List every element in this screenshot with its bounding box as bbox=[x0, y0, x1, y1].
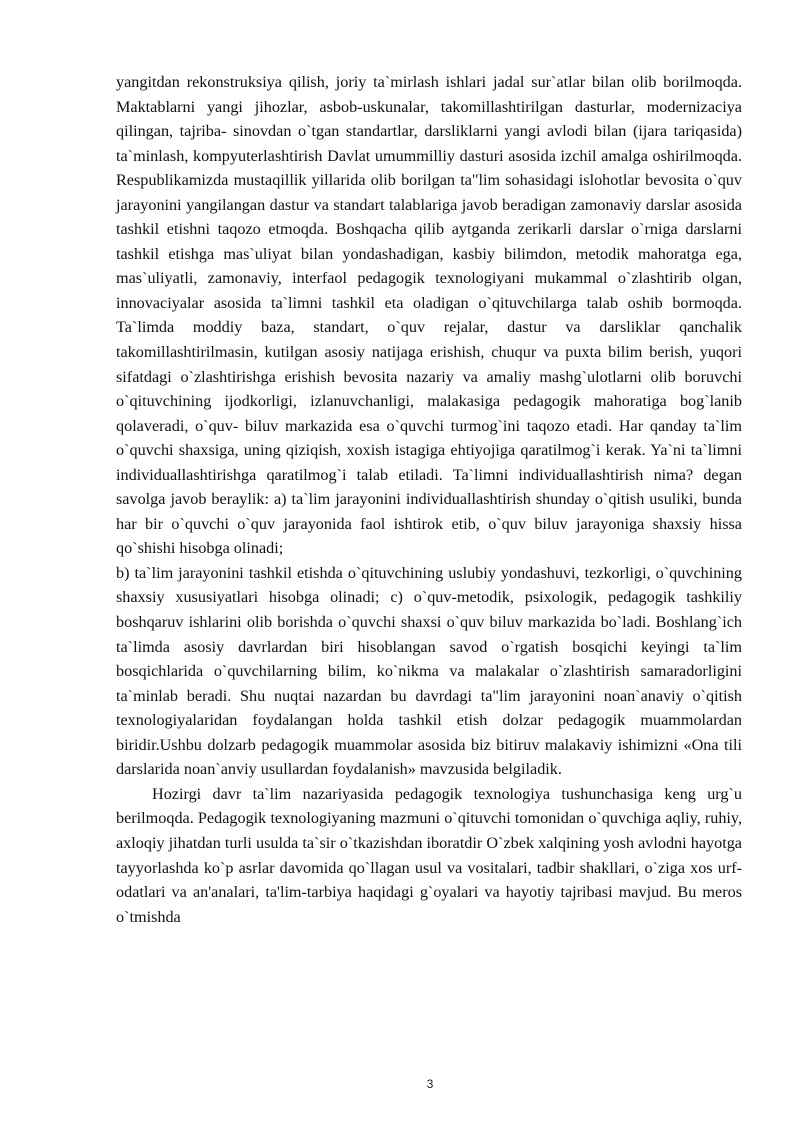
page-number: 3 bbox=[426, 1077, 434, 1091]
paragraph-1: yangitdan rekonstruksiya qilish, joriy ta`mirlash ishlari jadal sur`atlar bilan olib borilmoqda. Maktablarni yangi jihozlar, asbob-uskunalar, takomillashtirilgan dasturlar, modernizaciya qilingan, tajriba- sinovdan o`tgan standartlar, darsliklarni yangi avlodi bilan (ijara tariqasida) ta`minlash, kompyuterlashtirish Davlat umummilliy dasturi asosida izchil amalga oshirilmoqda. Respublikamizda mustaqillik yillarida olib borilgan ta"lim sohasidagi islohotlar bevosita o`quv jarayonini yangilangan dastur va standart talablariga javob beradigan zamonaviy darslar asosida tashkil etishni taqozo etmoqda. Boshqacha qilib aytganda zerikarli darslar o`rniga darslarni tashkil etishga mas`uliyat bilan yondashadigan, kasbiy bilimdon, metodik mahoratga ega, mas`uliyatli, zamonaviy, interfaol pedagogik texnologiyani mukammal o`zlashtirib olgan, innovaciyalar asosida ta`limni tashkil eta oladigan o`qituvchilarga talab oshib bormoqda. Ta`limda moddiy baza, standart, o`quv rejalar, dastur va darsliklar qanchalik takomillashtirilmasin, kutilgan asosiy natijaga erishish, chuqur va puxta bilim berish, yuqori sifatdagi o`zlashtirishga erishish bevosita nazariy va amaliy mashg`ulotlarni olib boruvchi o`qituvchining ijodkorligi, izlanuvchanligi, malakasiga pedagogik mahoratiga bog`lanib qolaveradi, o`quv- biluv markazida esa o`quvchi turmog`ini taqozo etadi. Har qanday ta`lim o`quvchi shaxsiga, uning qiziqish, xoxish istagiga ehtiyojiga qaratilmog`i kerak. Ya`ni ta`limni individuallashtirishga qaratilmog`i talab etiladi. Ta`limni individuallashtirish nima? degan savolga javob beraylik: a) ta`lim jarayonini individuallashtirish shunday o`qitish usuliki, bunda har bir o`quvchi o`quv jarayonida faol ishtirok etib, o`quv biluv jarayoniga shaxsiy hissa qo`shishi hisobga olinadi; bbox=[116, 73, 742, 558]
paragraph-2: b) ta`lim jarayonini tashkil etishda o`qituvchining uslubiy yondashuvi, tezkorligi, o`quvchining shaxsiy xususiyatlari hisobga olinadi; c) o`quv-metodik, psixologik, pedagogik tashkiliy boshqaruv ishlarini olib borishda o`quvchi shaxsi o`quv biluv markazida bo`ladi. Boshlang`ich ta`limda asosiy davrlardan biri hisoblangan savod o`rgatish bosqichi keyingi ta`lim bosqichlarida o`quvchilarning bilim, ko`nikma va malakalar o`zlashtirish samaradorligini ta`minlab beradi. Shu nuqtai nazardan bu davrdagi ta"lim jarayonini noan`anaviy o`qitish texnologiyalaridan foydalangan holda tashkil etish dolzar pedagogik muammolardan biridir.Ushbu dolzarb pedagogik muammolar asosida biz bitiruv malakaviy ishimizni «Ona tili darslarida noan`anviy usullardan foydalanish» mavzusida belgiladik. bbox=[116, 563, 742, 779]
body-text bbox=[116, 70, 742, 929]
paragraph-3: Hozirgi davr ta`lim nazariyasida pedagogik texnologiya tushunchasiga keng urg`u berilmoqda. Pedagogik texnologiyaning mazmuni o`qituvchi tomonidan o`quvchiga aqliy, ruhiy, axloqiy jihatdan turli usulda ta`sir o`tkazishdan iboratdir O`zbek xalqining yosh avlodni hayotga tayyorlashda ko`p asrlar davomida qo`llagan usul va vositalari, tadbir shakllari, o`ziga xos urf-odatlari va an'analari, ta'lim-tarbiya haqidagi g`oyalari va hayotiy tajribasi mavjud. Bu meros o`tmishda bbox=[116, 784, 742, 926]
